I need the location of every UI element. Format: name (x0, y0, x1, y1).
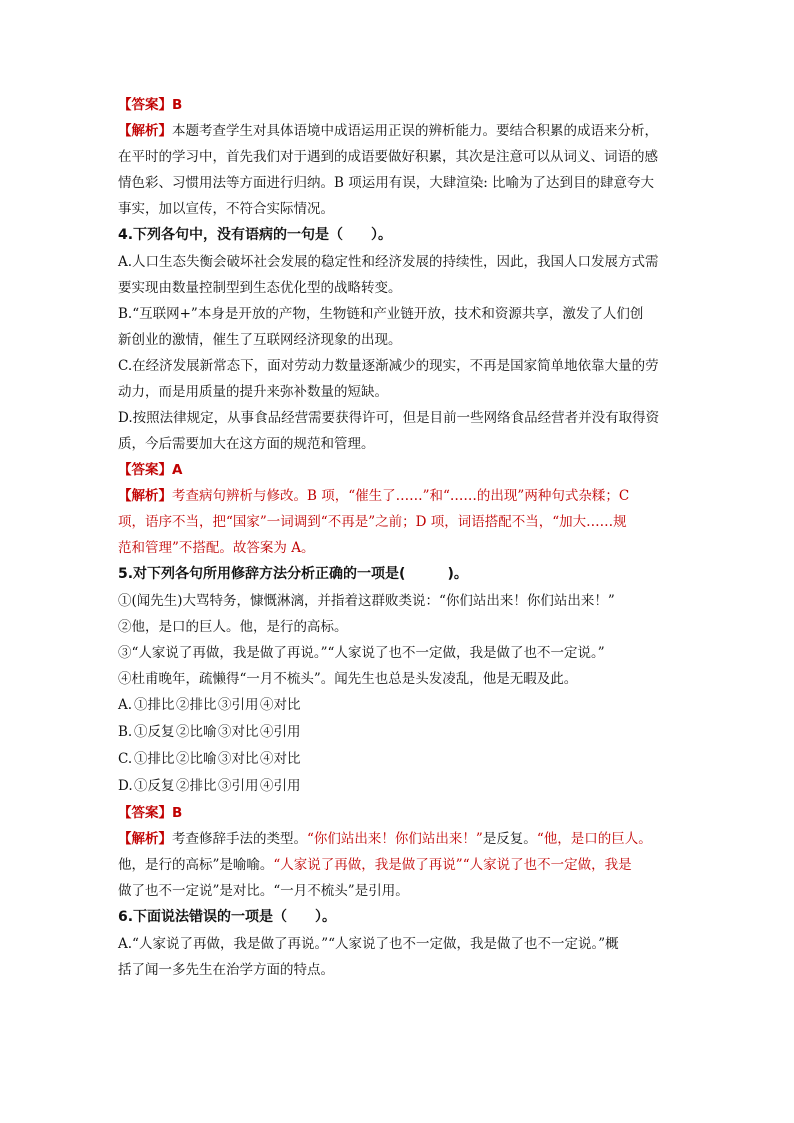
analysis-line: 情色彩、习惯用法等方面进行归纳。B 项运用有误，大肆渲染: 比喻为了达到目的肆意夸大 (118, 175, 655, 191)
analysis-text: 是喻喻。 (219, 857, 274, 873)
analysis-line: 事实，加以宣传，不符合实际情况。 (118, 201, 334, 217)
sentence-2: ②他，是口的巨人。他，是行的高标。 (118, 619, 348, 635)
option-letter: A. (118, 697, 133, 713)
document-page (118, 92, 678, 983)
answer-value: B (172, 805, 183, 821)
answer-tag: 【答案】 (118, 805, 172, 821)
analysis-quote: “你们站出来！你们站出来！” (307, 831, 483, 847)
question-5-title: 5.对下列各句所用修辞方法分析正确的一项是( )。 (118, 566, 468, 582)
option-d-line-2: 质，今后需要加大在这方面的规范和管理。 (118, 436, 375, 452)
question-4-options (118, 249, 678, 457)
question-4-title: 4.下列各句中，没有语病的一句是（ ）。 (118, 227, 393, 243)
option-d-line-1: D.按照法律规定，从事食品经营需要获得许可，但是目前一些网络食品经营者并没有取得资 (118, 410, 660, 426)
analysis-line (118, 852, 678, 878)
analysis-tag: 【解析】 (118, 831, 172, 847)
option-item: ②排比 (176, 778, 217, 794)
option-item: ①排比 (134, 697, 175, 713)
analysis-text: 做了也不一定说” (118, 883, 220, 899)
analysis-line: 范和管理”不搭配。故答案为 A。 (118, 540, 315, 556)
option-c-line-2: 动力，而是用质量的提升来弥补数量的短缺。 (118, 384, 388, 400)
q3-analysis (118, 118, 678, 222)
option-a-line-2: 括了闻一多先生在治学方面的特点。 (118, 962, 334, 978)
question-6-options (118, 931, 678, 983)
analysis-tag: 【解析】 (118, 123, 172, 139)
answer-tag: 【答案】 (118, 462, 172, 478)
option-item: ④引用 (260, 778, 301, 794)
option-item: ③引用 (218, 697, 259, 713)
option-letter: C. (118, 751, 133, 767)
analysis-text: 是反复。 (482, 831, 537, 847)
option-c (118, 746, 678, 773)
option-item: ①反复 (134, 724, 175, 740)
answer-value: B (172, 97, 183, 113)
analysis-text: 是对比。“一月不梳头”是引用。 (219, 883, 409, 899)
sentence-1: ①(闻先生)大骂特务，慷慨淋漓，并指着这群败类说：“你们站出来！你们站出来！” (118, 593, 615, 609)
q4-answer (118, 457, 678, 483)
question-5-sentences (118, 588, 678, 692)
option-a-line-2: 要实现由数量控制型到生态优化型的战略转变。 (118, 280, 402, 296)
analysis-quote: “人家说了再做，我是做了再说” (273, 857, 463, 873)
q4-analysis (118, 483, 678, 561)
q5-answer (118, 800, 678, 826)
option-item: ①反复 (134, 778, 175, 794)
analysis-text: 考查修辞手法的类型。 (172, 831, 307, 847)
analysis-line (118, 483, 678, 509)
sentence-3: ③“人家说了再做，我是做了再说。”“人家说了也不一定做，我是做了也不一定说。” (118, 645, 605, 661)
option-a (118, 692, 678, 719)
option-item: ②比喻 (176, 751, 217, 767)
option-item: ③对比 (218, 751, 259, 767)
option-c-line-1: C.在经济发展新常态下，面对劳动力数量逐渐减少的现实，不再是国家简单地依靠大量的劳 (118, 358, 659, 374)
option-letter: B. (118, 724, 133, 740)
analysis-text: 考查病句辨析与修改。B 项，“催生了……”和“……的出现”两种句式杂糅；C (172, 488, 630, 504)
analysis-text: 本题考查学生对具体语境中成语运用正误的辨析能力。要结合积累的成语来分析， (172, 123, 658, 139)
analysis-line (118, 118, 678, 144)
option-a-line-1: A.人口生态失衡会破坏社会发展的稳定性和经济发展的持续性，因此，我国人口发展方式需 (118, 254, 659, 270)
option-item: ③对比 (218, 724, 259, 740)
option-item: ①排比 (134, 751, 175, 767)
analysis-line: 在平时的学习中，首先我们对于遇到的成语要做好积累，其次是注意可以从词义、词语的感 (118, 149, 658, 165)
analysis-quote: “他，是口的巨人。 (536, 831, 652, 847)
option-b-line-2: 新创业的激情，催生了互联网经济现象的出现。 (118, 332, 402, 348)
option-b-line-1: B.“互联网+”本身是开放的产物，生物链和产业链开放，技术和资源共享，激发了人们创 (118, 306, 644, 322)
answer-value: A (172, 462, 183, 478)
option-item: ④对比 (260, 751, 301, 767)
q5-analysis (118, 826, 678, 904)
option-item: ④引用 (260, 724, 301, 740)
analysis-line (118, 826, 678, 852)
analysis-text: 他，是行的高标” (118, 857, 220, 873)
option-item: ③引用 (218, 778, 259, 794)
option-item: ②排比 (176, 697, 217, 713)
analysis-line (118, 878, 678, 904)
analysis-tag: 【解析】 (118, 488, 172, 504)
option-b (118, 719, 678, 746)
sentence-4: ④杜甫晚年，疏懒得“一月不梳头”。闻先生也总是头发凌乱，他是无暇及此。 (118, 671, 578, 687)
answer-tag: 【答案】 (118, 97, 172, 113)
analysis-line: 项，语序不当，把“国家”一词调到“不再是”之前；D 项，词语搭配不当，“加大……规 (118, 514, 627, 530)
option-letter: D. (118, 778, 133, 794)
option-a-line-1: A.“人家说了再做，我是做了再说。”“人家说了也不一定做，我是做了也不一定说。”概 (118, 936, 619, 952)
option-item: ②比喻 (176, 724, 217, 740)
question-5-options (118, 692, 678, 800)
analysis-quote: “人家说了也不一定做，我是 (462, 857, 632, 873)
option-item: ④对比 (260, 697, 301, 713)
question-6-title: 6.下面说法错误的一项是（ ）。 (118, 909, 337, 925)
q3-answer (118, 92, 678, 118)
option-d (118, 773, 678, 800)
